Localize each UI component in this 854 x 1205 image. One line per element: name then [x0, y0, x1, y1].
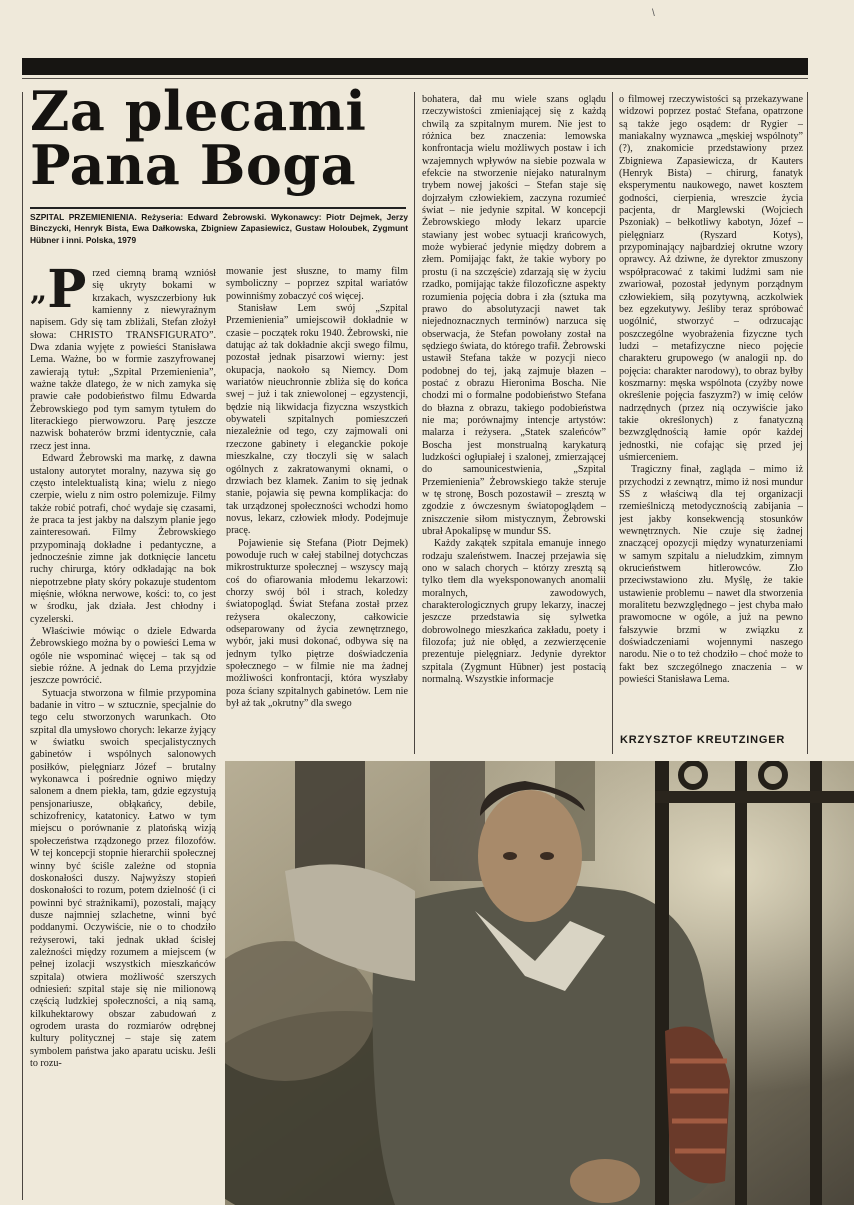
paragraph: o filmowej rzeczywistości są przekazywane widzowi poprzez postać Stefana, opatrzone są także jego osądem: dr Rygier – maniakalny wyznawca „męskiej wspólnoty” (?), znakomicie przedstawiony przez Zbigniewa Zapasiewicza, dr Kauters (Henryk Bista) – chirurg, fanatyk eksperymentu naukowego, nawet kosztem godności, cierpienia, wreszcie życia pacjenta, dr Marglewski (Wojciech Pszoniak) – bełkotliwy kabotyn, Józef – pielęgniarz (Ryszard Kotys), przypominający najbardziej okrutne wzory oprawcy. Aż dziwne, że dyrektor zmuszony współpracować z takimi ludźmi sam nie zwariował, pozostał jedynym porządnym człowiekiem, siłą pozytywną, aczkolwiek bez egzekutywy. Jeśliby teraz spróbować uogólnić, stworzyć – odrzucając poszczególne wyobrażenia fizyczne tych ludzi – metafizyczne nieco pojęcie charakteru grupowego (w analogii np. do pojęcia: charakter narodowy), to obraz byłby koszmarny: męska wspólnota (czyżby nowe określenie pojęcia faszyzm?) w imię celów nadrzędnych (przez nią oczywiście jako takie określonych) z fanatyczną bezwzględnością łamie opór każdej jednostki, nie cofając się przed jej uśmierceniem. [619, 94, 803, 463]
paragraph: bohatera, dał mu wiele szans oglądu rzeczywistości zmieniającej się z każdą chwilą za szpitalnym murem. Nie jest to różnica bez znaczenia: lemowska konfrontacja wielu możliwych postaw i ich wzajemnych wpływów na siebie pozwala w efekcie na stworzenie niejako naturalnym trybem nowej jakości – Stefan staje się dojrzałym człowiekiem, zaczyna rozumieć świat – nie jedynie szpital. W koncepcji Żebrowskiego młody lekarz uparcie stawiany jest wobec sytuacji krańcowych, może wybierać jedynie między dobrem a złem. Pomijając fakt, że takie wybory po prostu (i na szczęście) zdarzają się w życiu rzadko, pomijając także filozoficzne aspekty rozumienia pojęcia dobra i zła (sztuka ma prawo do absolutyzacji nawet tak niejednoznacznych terminów) narzuca się obserwacja, że Stefan powołany został na sędziego świata, do którego trafił. Żebrowski ustawił Stefana także w pozycji nieco podobnej do tej, jaką zajmuje błazen – postać z obrazu Hieronima Boscha. Nie chodzi mi o formalne podobieństwo Stefana do błazna z obrazu, takiego podobieństwa nie ma; porównajmy intencje artystów: malarza i reżysera. „Statek szaleńców” Boscha jest monstrualną karykaturą ludzkości ogłupiałej i szalonej, zmierzającej do samounicestwienia, „Szpital Przemienienia” Żebrowskiego także steruje w tę stronę, Bosch pozostawił – zresztą w zgodzie z ówczesnym światopoglądem – zniszczenie siłom mistycznym, Żebrowski ubrał Apokalipsę w mundur SS. [422, 94, 606, 538]
text-column-2 [226, 266, 408, 754]
column-rule-2 [414, 92, 415, 754]
paragraph: mowanie jest słuszne, to mamy film symboliczny – poprzez szpital wariatów powinniśmy zobaczyć coś więcej. [226, 266, 408, 302]
paragraph: Każdy zakątek szpitala emanuje innego rodzaju szaleństwem. Inaczej przejawia się ono w salach chorych – którzy zresztą są tylko tłem dla wyeksponowanych anomalii moralnych, zawodowych, charakterologicznych grupy lekarzy, inaczej jeszcze przedstawia się sylwetka dobrowolnego mieszkańca zakładu, poety i filozofa; już nie obłęd, a zezwierzęcenie prezentuje pielęgniarz. Jedynie dyrektor szpitala (Zygmunt Hübner) jest postacią normalną. Wszystkie informacje [422, 538, 606, 686]
opening-quote: „ [30, 273, 48, 308]
film-still-photo [225, 761, 854, 1205]
paragraph: Tragiczny finał, zagląda – mimo iż przychodzi z zewnątrz, mimo iż nosi mundur SS z właściwą dla tej organizacji rzemieślniczą metodycznością zabijania – jest jakby konsekwencją stosunków wewnętrznych. Nie czuje się żadnej znaczącej opozycji między wynaturzeniami w samym szpitalu a nieludzkim, zimnym okrucieństwem hitlerowców. Zło przeciwstawiono złu. Myślę, że takie ustawienie problemu – nawet dla stworzenia moralitetu bezwzględnego – jest chyba mało prawomocne w ogóle, a już na pewno fałszywie brzmi w związku z doświadczeniami wojennymi naszego narodu. Nie o to też chodziło – choć może to fakt bez szczególnego znaczenia – w powieści Stanisława Lema. [619, 464, 803, 686]
text-column-3 [422, 94, 606, 756]
paragraph: Pojawienie się Stefana (Piotr Dejmek) powoduje ruch w całej stabilnej dotychczas mikrostrukturze społecznej – wszyscy mają coś do ofiarowania młodemu lekarzowi: chorzy swój ból i strach, koledzy światopogląd. Świat Stefana został przez reżysera okaleczony, całkowicie odseparowany od życia zewnętrznego, wybór, jaki musi dokonać, odbywa się na jednym tylko piętrze doświadczenia społecznego – w filmie nie ma żadnej możliwości konfrontacji, która wyszłaby poza ściany szpitalnych gabinetów. Lem nie był aż tak „okrutny” dla swego [226, 537, 408, 710]
credits-rule [30, 207, 406, 209]
page-mark: \ [652, 8, 655, 19]
drop-cap: P [47, 268, 87, 320]
header-bar [22, 58, 808, 75]
column-rule-left [22, 92, 23, 1200]
paragraph: rzed ciemną bramą wzniósł się ukryty bokami w krzakach, wyszczerbiony łuk kamienny z niewyraźnym napisem. Gdy się tam zbliżali, Stefan złożył słowa: CHRISTO TRANSFIGURATO”. Dwa zdania wyjęte z powieści Stanisława Lema. Ważne, bo w formie zaszyfrowanej zawierają tytuł: „Szpital Przemienienia”, ważne także dlatego, że w nich zamyka się prawie całe podobieństwo filmu Edwarda Żebrowskiego pod tym samym tytułem do literackiego pierwowzoru. Parę jeszcze nazwisk bohaterów brzmi identycznie, cała rzecz jest inna. [30, 268, 216, 452]
paragraph: Stanisław Lem swój „Szpital Przemienienia” umiejscowił dokładnie w czasie – początek roku 1940. Żebrowski, nie datując aż tak dokładnie akcji swego filmu, pozostał jednak pisarzowi wierny: jest okupacja, naokoło są Niemcy. Dom wariatów nieuchronnie zbliża się do końca swej – już i tak zniewolonej – egzystencji, będzie nią likwidacja fizyczna wszystkich obywateli szpitalnych pomieszczeń niezależnie od tego, czy zajmowali oni rzeczone gabinety i eleganckie pokoje mieszkalne, czy tłoczyli się w salach ogólnych z zakratowanymi oknami, o drzwiach bez klamek. Zanim to się jednak stanie, pojawia się pewna komplikacja: do tak urządzonej społeczności wchodzi homo novus, lekarz, człowiek młody. Podejmuje pracę. [226, 303, 408, 537]
text-column-4 [619, 94, 803, 730]
paragraph: Sytuacja stworzona w filmie przypomina badanie in vitro – w sztucznie, specjalnie do tego celu stworzonych warunkach. Oto szpital dla umysłowo chorych: lekarze żyjący w światku swoich specjalistycznych gabinetów i wspólnych salonowych posiłków, pielęgniarz Józef – brutalny wykonawca i pośrednie ogniwo między salonem a dnem piekła, tam, gdzie egzystują pensjonariusze, obłąkańcy, debile, schizofrenicy, katatonicy. Łatwo w tym miejscu o porównanie z platońską wizją społeczeństwa rządzonego przez filozofów. W tej koncepcji stopnie hierarchii społecznej winny być ściśle zależne od stopnia doskonałości duszy. Najwyższy stopień doskonałości to rozum, potem dzielność (i ci powinni być strażnikami), pozostali, mający dusze najmniej szlachetne, winni być poddanymi. Oczywiście, nie o to chodziło reżyserowi, taki jednak układ ścisłej zależności między rozumem a miejscem (w pełnej izolacji wszystkich mieszkańców szpitala) otwiera możliwość szerszych odniesień: szpital staje się nie milionową częścią ludzkiej społeczności, a nią samą, kilkuhektarowy obszar zabudowań z ogrodem urasta do rozmiarów odrębnej kultury politycznej – staje się zatem symbolem państwa jako aparatu ucisku. Jeśli to rozu- [30, 687, 216, 1069]
film-credits: SZPITAL PRZEMIENIENIA. Reżyseria: Edward Żebrowski. Wykonawcy: Piotr Dejmek, Jerzy Binczycki, Henryk Bista, Ewa Dałkowska, Zbigniew Zapasiewicz, Gustaw Holoubek, Zygmunt Hübner i inni. Polska, 1979 [30, 212, 408, 245]
text-column-1 [30, 268, 216, 1196]
author-byline: KRZYSZTOF KREUTZINGER [620, 734, 786, 746]
film-still-illustration [225, 761, 854, 1205]
paragraph: Edward Żebrowski ma markę, z dawna ustalony autorytet moralny, nazywa się go często intelektualistą kina; wielu z niego czerpie, wielu z nim ostro polemizuje. Filmy także robić potrafi, choć wydaje się czasami, że praca ta jest jakby na dalszym planie jego zainteresowań. Filmy Żebrowskiego przypominają dokładne i pedantyczne, a jednocześnie zimne jak dotknięcie lancetu ruchy chirurga, który odkładając na bok niepotrzebne płaty skóry pokazuje studentom mięśnie, włókna nerwowe, kości: to, co jest w środku, jak działa. Jest chłodny i cyzelerski. [30, 453, 216, 625]
paragraph: Właściwie mówiąc o dziele Edwarda Żebrowskiego można by o powieści Lema w ogóle nie wspominać więcej – tak są od siebie różne. A jednak do Lema przyjdzie jeszcze powrócić. [30, 625, 216, 687]
lead-paragraph [30, 268, 216, 453]
column-rule-3 [612, 92, 613, 754]
title-line-2: Pana Boga [30, 133, 357, 197]
column-rule-right [807, 92, 808, 754]
title-line-1: Za plecami [30, 79, 367, 143]
article-title [30, 79, 410, 197]
